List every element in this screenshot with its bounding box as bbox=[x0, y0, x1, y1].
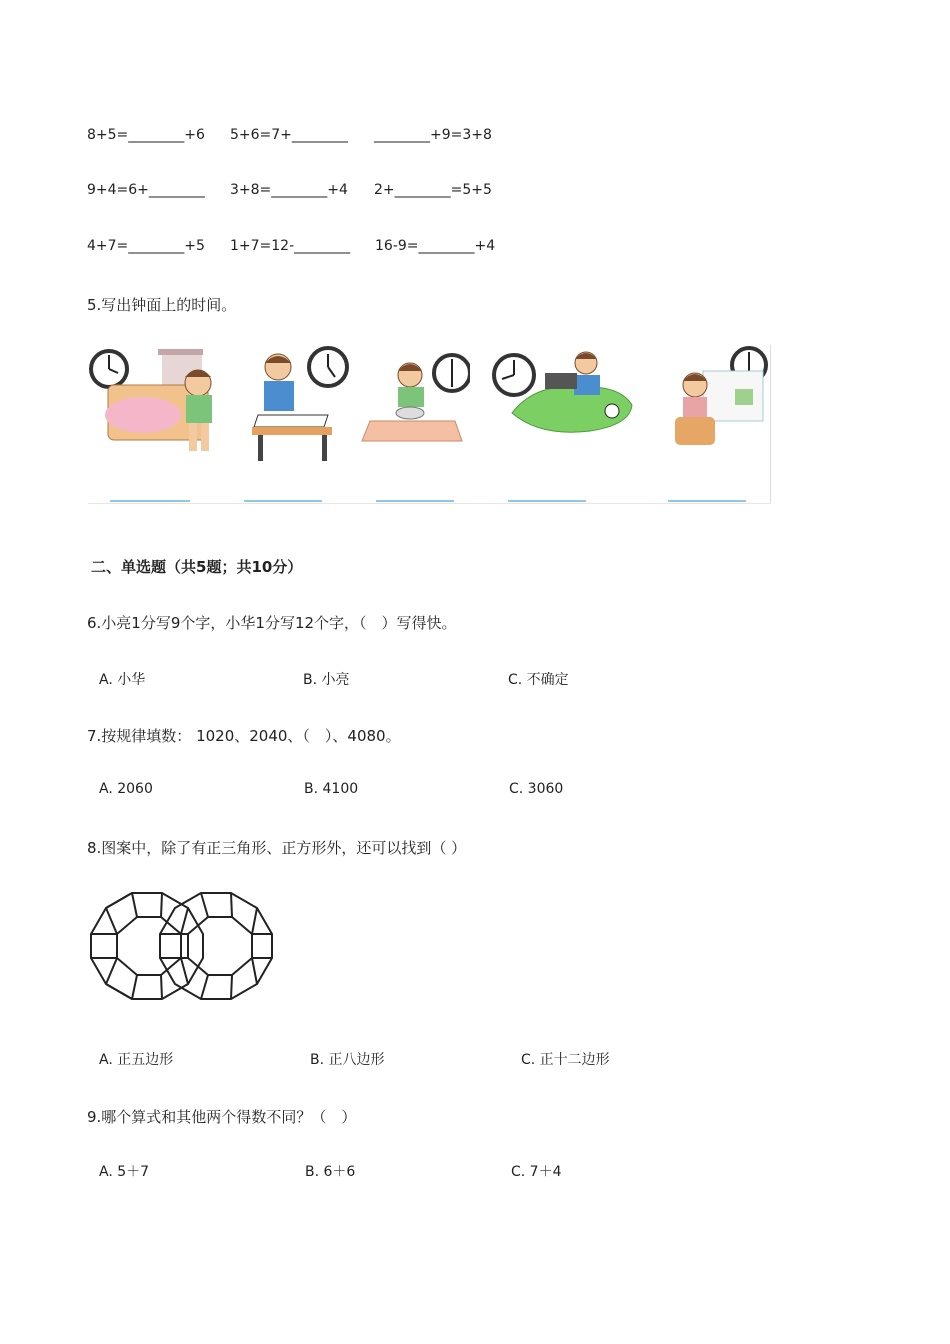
section-title: 二、单选题（共5题；共10分） bbox=[91, 558, 303, 576]
answer-line bbox=[508, 500, 586, 502]
q9-option-b[interactable]: B. 6＋6 bbox=[305, 1164, 356, 1180]
answer-line bbox=[110, 500, 190, 502]
answer-line bbox=[668, 500, 746, 502]
q7-option-b[interactable]: B. 4100 bbox=[304, 781, 359, 797]
q7-option-c[interactable]: C. 3060 bbox=[509, 781, 564, 797]
q9-stem: 9.哪个算式和其他两个得数不同？（ ） bbox=[87, 1108, 357, 1126]
q9-option-a[interactable]: A. 5＋7 bbox=[99, 1164, 150, 1180]
equation: 9+4=6+________ bbox=[87, 182, 205, 198]
q6-option-c[interactable]: C. 不确定 bbox=[508, 672, 569, 688]
q8-option-b[interactable]: B. 正八边形 bbox=[310, 1052, 385, 1068]
q8-stem: 8.图案中，除了有正三角形、正方形外，还可以找到（ ） bbox=[87, 839, 467, 857]
q8-option-a[interactable]: A. 正五边形 bbox=[99, 1052, 174, 1068]
q7-stem: 7.按规律填数： 1020、2040、（ ）、4080。 bbox=[87, 727, 401, 745]
q6-stem: 6.小亮1分写9个字，小华1分写12个字，（ ）写得快。 bbox=[87, 614, 457, 632]
scene-desk-clock bbox=[240, 345, 360, 470]
equation: 8+5=________+6 bbox=[87, 127, 205, 143]
dodecagon-pattern-figure bbox=[88, 890, 274, 1002]
clock-scenes-image bbox=[88, 345, 771, 504]
equation: 1+7=12-________ bbox=[230, 238, 351, 254]
equation: 4+7=________+5 bbox=[87, 238, 205, 254]
scene-field-clock bbox=[490, 345, 640, 470]
scene-bed-clock bbox=[88, 345, 228, 470]
scene-window-clock bbox=[673, 345, 770, 470]
q6-option-b[interactable]: B. 小亮 bbox=[303, 672, 350, 688]
scene-table-clock bbox=[360, 345, 470, 470]
equation: 5+6=7+________ bbox=[230, 127, 348, 143]
answer-line bbox=[376, 500, 454, 502]
q8-option-c[interactable]: C. 正十二边形 bbox=[521, 1052, 610, 1068]
q6-option-a[interactable]: A. 小华 bbox=[99, 672, 146, 688]
q5-stem: 5.写出钟面上的时间。 bbox=[87, 296, 237, 314]
equation: ________+9=3+8 bbox=[374, 127, 492, 143]
answer-line bbox=[244, 500, 322, 502]
q7-option-a[interactable]: A. 2060 bbox=[99, 781, 153, 797]
equation: 16-9=________+4 bbox=[375, 238, 496, 254]
equation: 3+8=________+4 bbox=[230, 182, 348, 198]
equation: 2+________=5+5 bbox=[374, 182, 492, 198]
q9-option-c[interactable]: C. 7＋4 bbox=[511, 1164, 562, 1180]
